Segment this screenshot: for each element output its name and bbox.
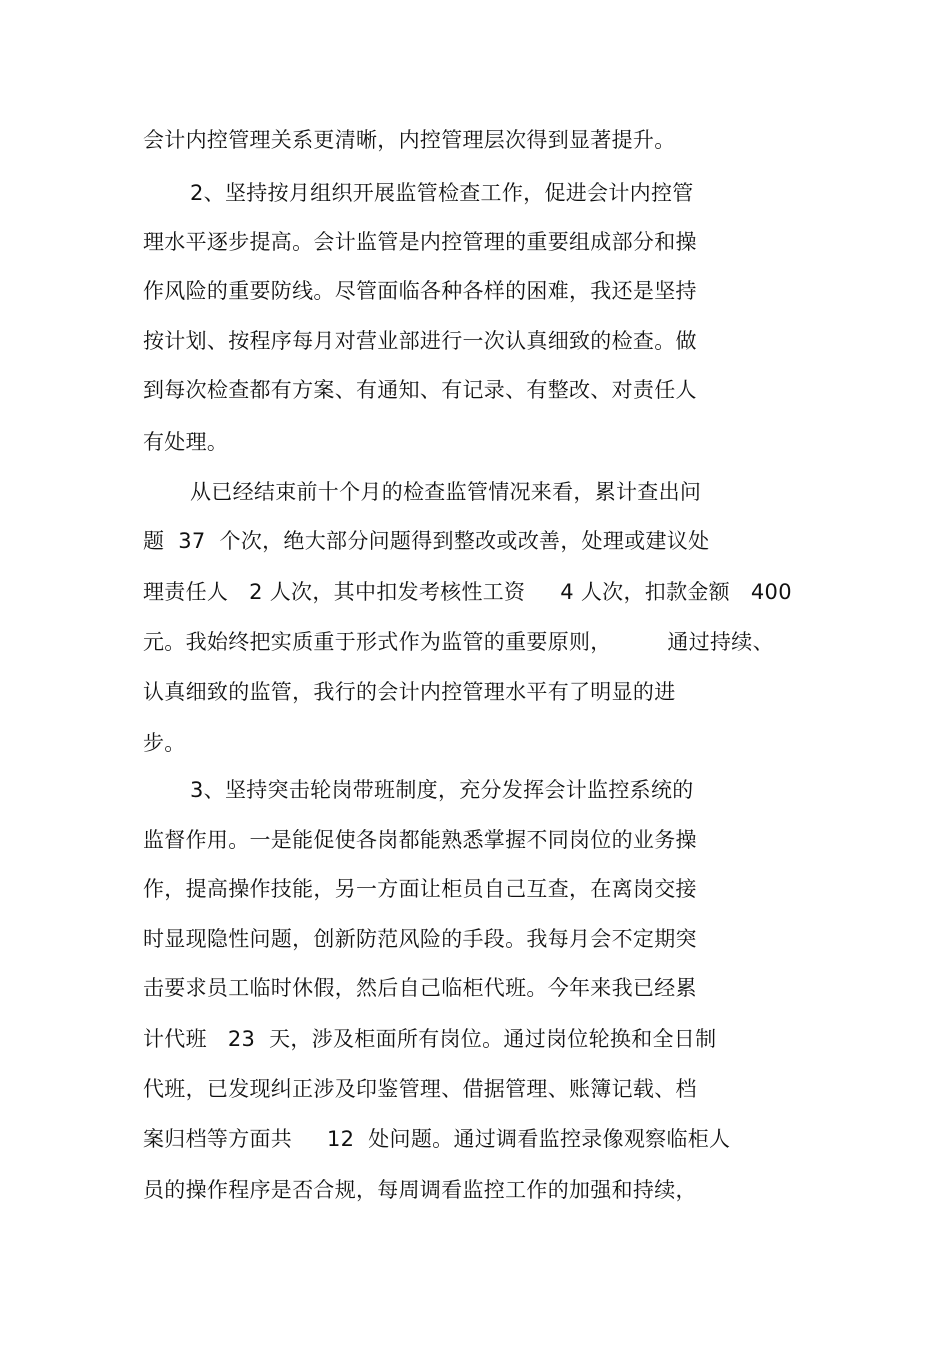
text-line: 步。 [143, 731, 186, 755]
text-line: 代班，已发现纠正涉及印鉴管理、借据管理、账簿记载、档 [143, 1077, 697, 1101]
text-line: 到每次检查都有方案、有通知、有记录、有整改、对责任人 [143, 378, 697, 402]
text-line: 员的操作程序是否合规，每周调看监控工作的加强和持续， [143, 1178, 697, 1202]
text-line: 时显现隐性问题，创新防范风险的手段。我每月会不定期突 [143, 927, 697, 951]
text-line: 有处理。 [143, 430, 229, 454]
text-line: 按计划、按程序每月对营业部进行一次认真细致的检查。做 [143, 329, 697, 353]
text-line: 3、坚持突击轮岗带班制度，充分发挥会计监控系统的 [190, 778, 694, 802]
text-line: 监督作用。一是能促使各岗都能熟悉掌握不同岗位的业务操 [143, 828, 697, 852]
text-line: 2、坚持按月组织开展监管检查工作，促进会计内控管 [190, 181, 694, 205]
text-line: 案归档等方面共 12 处问题。通过调看监控录像观察临柜人 [143, 1127, 731, 1151]
text-line: 理水平逐步提高。会计监管是内控管理的重要组成部分和操 [143, 230, 697, 254]
text-line: 击要求员工临时休假，然后自己临柜代班。今年来我已经累 [143, 976, 697, 1000]
text-line: 题 37 个次，绝大部分问题得到整改或改善，处理或建议处 [143, 529, 710, 553]
text-line: 理责任人 2 人次，其中扣发考核性工资 4 人次，扣款金额 400 [143, 580, 792, 604]
text-line: 作风险的重要防线。尽管面临各种各样的困难，我还是坚持 [143, 279, 697, 303]
text-line: 从已经结束前十个月的检查监管情况来看，累计查出问 [190, 480, 702, 504]
text-line: 会计内控管理关系更清晰，内控管理层次得到显著提升。 [143, 128, 676, 152]
text-line: 作，提高操作技能，另一方面让柜员自己互查，在离岗交接 [143, 877, 697, 901]
text-line: 计代班 23 天，涉及柜面所有岗位。通过岗位轮换和全日制 [143, 1027, 717, 1051]
text-line: 元。我始终把实质重于形式作为监管的重要原则， 通过持续、 [143, 630, 774, 654]
text-line: 认真细致的监管，我行的会计内控管理水平有了明显的进 [143, 680, 676, 704]
